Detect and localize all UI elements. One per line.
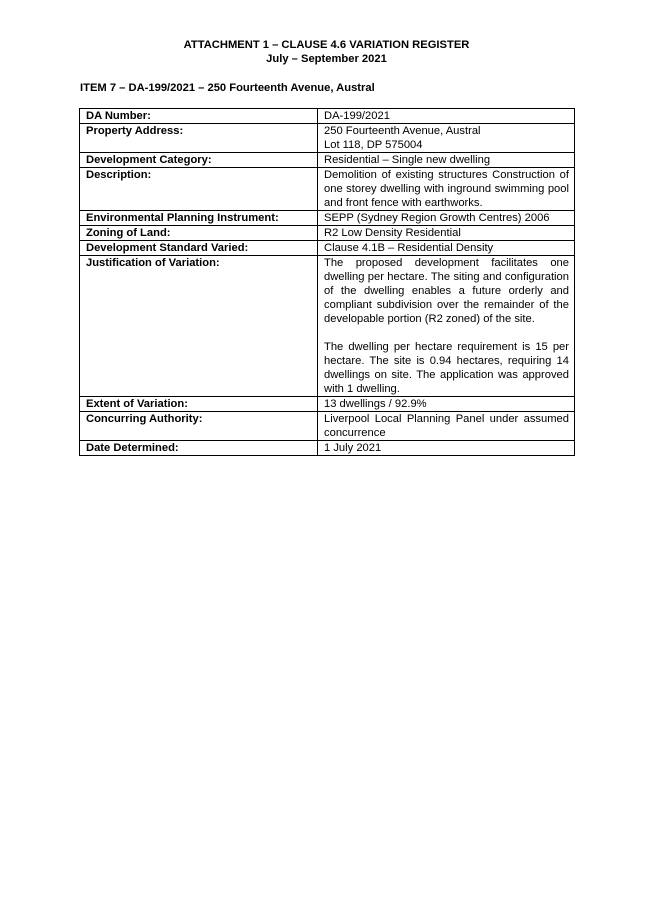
row-label: Environmental Planning Instrument:	[80, 211, 318, 226]
variation-register-table	[79, 108, 575, 456]
document-subtitle: July – September 2021	[266, 53, 387, 65]
row-value: Clause 4.1B – Residential Density	[318, 241, 575, 256]
row-label: Zoning of Land:	[80, 226, 318, 241]
lot-line: Lot 118, DP 575004	[324, 139, 423, 151]
row-label: Development Standard Varied:	[80, 241, 318, 256]
address-line: 250 Fourteenth Avenue, Austral	[324, 125, 481, 137]
row-label: Concurring Authority:	[80, 412, 318, 441]
row-value: 13 dwellings / 92.9%	[318, 397, 575, 412]
row-value	[318, 124, 575, 153]
table-row-property-address	[80, 124, 575, 153]
row-label: Date Determined:	[80, 441, 318, 456]
table-row-concurring-authority	[80, 412, 575, 441]
row-value: Residential – Single new dwelling	[318, 153, 575, 168]
row-label: DA Number:	[80, 109, 318, 124]
justification-paragraph: The dwelling per hectare requirement is 15 per hectare. The site is 0.94 hectares, requiring 14 dwellings on site. The application was approved with 1 dwelling.	[324, 341, 569, 395]
paragraph-spacer	[324, 326, 569, 340]
document-header	[0, 38, 653, 66]
row-value: R2 Low Density Residential	[318, 226, 575, 241]
table-row-development-category	[80, 153, 575, 168]
row-value: SEPP (Sydney Region Growth Centres) 2006	[318, 211, 575, 226]
row-label: Development Category:	[80, 153, 318, 168]
table-row-extent	[80, 397, 575, 412]
table-row-zoning	[80, 226, 575, 241]
table-row-planning-instrument	[80, 211, 575, 226]
table-row-description	[80, 168, 575, 211]
row-value: Demolition of existing structures Construction of one storey dwelling with inground swimming pool and front fence with earthworks.	[318, 168, 575, 211]
row-label: Justification of Variation:	[80, 256, 318, 397]
item-heading: ITEM 7 – DA-199/2021 – 250 Fourteenth Avenue, Austral	[80, 82, 375, 94]
row-value: 1 July 2021	[318, 441, 575, 456]
row-value	[318, 256, 575, 397]
row-value: Liverpool Local Planning Panel under assumed concurrence	[318, 412, 575, 441]
row-value: DA-199/2021	[318, 109, 575, 124]
justification-paragraph: The proposed development facilitates one dwelling per hectare. The siting and configuration of the dwelling enables a future orderly and compliant subdivision over the remainder of the developable portion (R2 zoned) of the site.	[324, 257, 569, 325]
table-row-justification	[80, 256, 575, 397]
document-title: ATTACHMENT 1 – CLAUSE 4.6 VARIATION REGISTER	[183, 39, 470, 51]
row-label: Property Address:	[80, 124, 318, 153]
table-row-da-number	[80, 109, 575, 124]
table-row-date-determined	[80, 441, 575, 456]
row-label: Description:	[80, 168, 318, 211]
row-label: Extent of Variation:	[80, 397, 318, 412]
table-row-standard-varied	[80, 241, 575, 256]
